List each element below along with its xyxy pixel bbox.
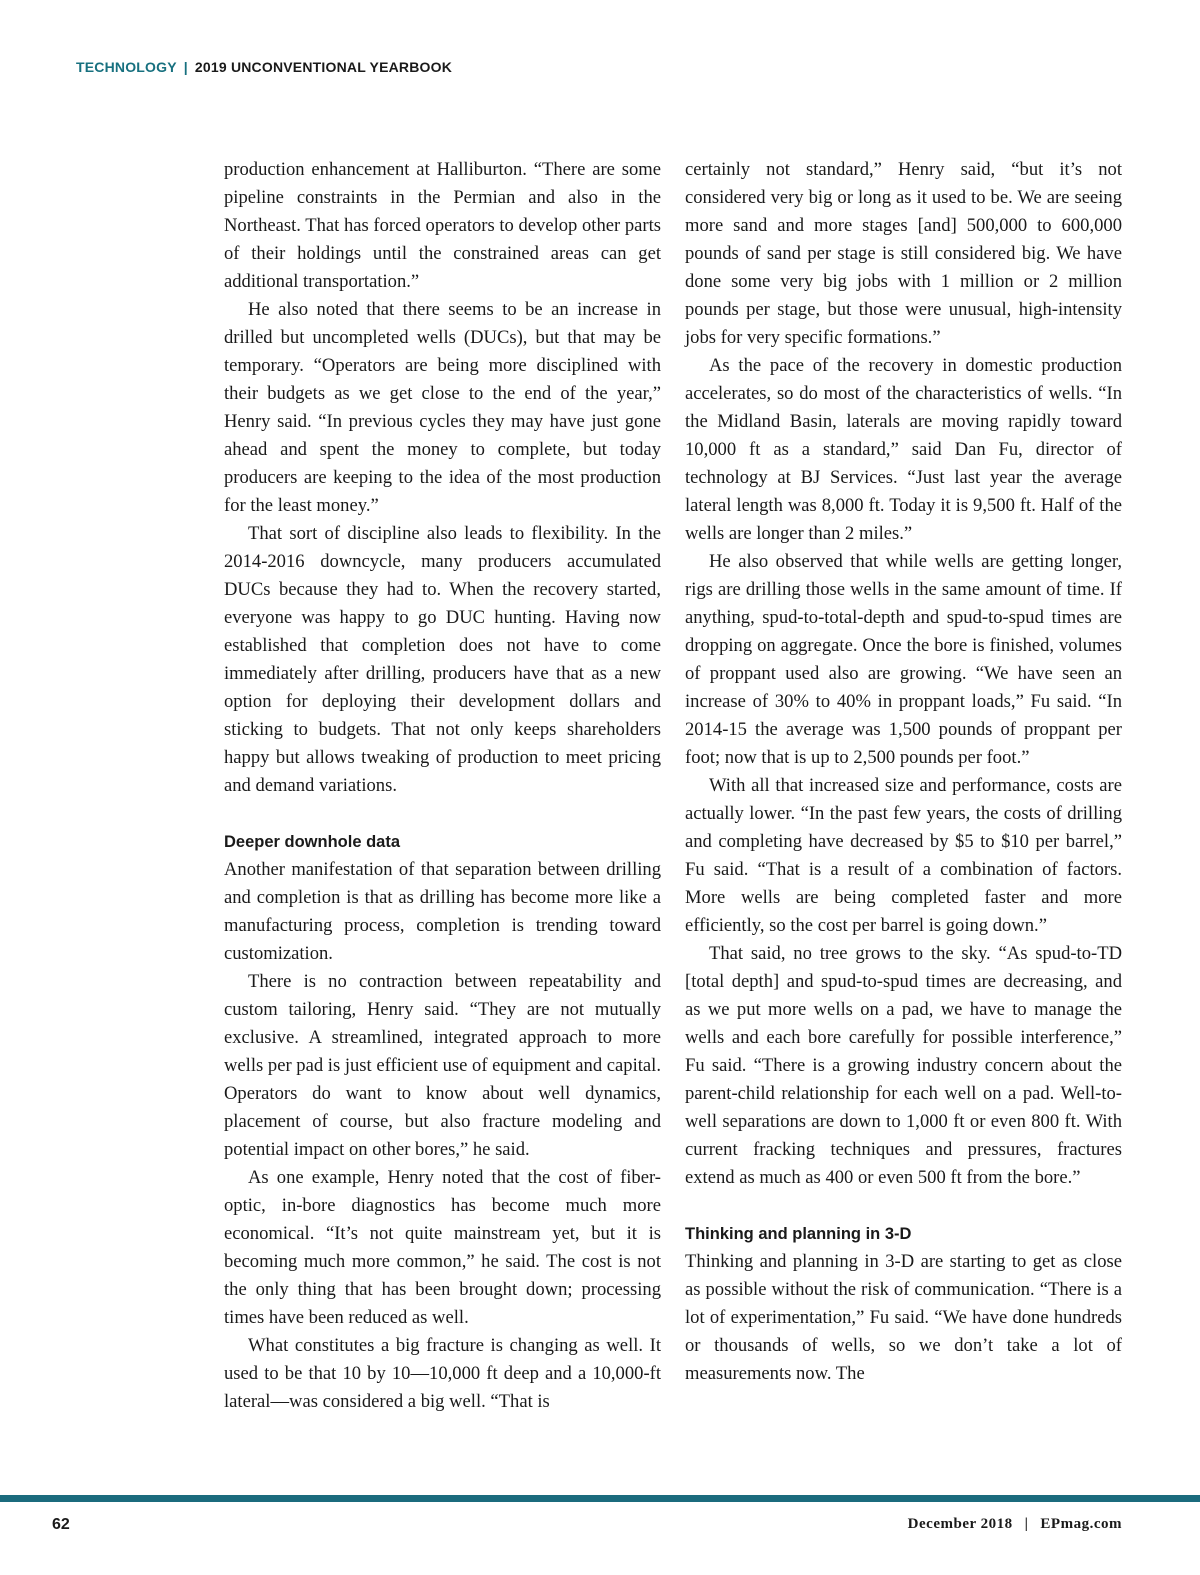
paragraph: That said, no tree grows to the sky. “As spud-to-TD [total depth] and spud-to-spud times are decreasing, and as we put more wells on a pad, we have to manage the wells and each bore carefully for possible interference,” Fu said. “There is a growing industry concern about the parent-child relationship for each well on a pad. Well-to-well separations are down to 1,000 ft or even 800 ft. With current fracking techniques and pressures, fractures extend as much as 400 or even 500 ft from the bore.” xyxy=(685,943,1122,1188)
footer-info xyxy=(908,1516,1122,1533)
paragraph: production enhancement at Halliburton. “There are some pipeline constraints in the Permian and also in the Northeast. That has forced operators to develop other parts of their holdings until the constrained areas can get additional transportation.” xyxy=(224,159,661,292)
right-column xyxy=(685,156,1122,1388)
header-separator: | xyxy=(183,59,188,75)
header-publication: 2019 UNCONVENTIONAL YEARBOOK xyxy=(194,59,453,75)
section-heading: Deeper downhole data xyxy=(224,833,401,851)
left-column xyxy=(224,156,661,1416)
section-heading: Thinking and planning in 3-D xyxy=(685,1225,912,1243)
running-header xyxy=(76,59,452,75)
issue-date: December 2018 xyxy=(907,1516,1013,1532)
paragraph: That sort of discipline also leads to flexibility. In the 2014-2016 downcycle, many producers accumulated DUCs because they had to. When the recovery started, everyone was happy to go DUC hunting. Having now established that completion does not have to come immediately after drilling, producers have that as a new option for deploying their development dollars and sticking to budgets. That not only keeps shareholders happy but allows tweaking of production to meet pricing and demand variations. xyxy=(224,523,661,796)
paragraph: There is no contraction between repeatability and custom tailoring, Henry said. “They are not mutually exclusive. A streamlined, integrated approach to more wells per pad is just efficient use of equipment and capital. Operators do want to know about well dynamics, placement of course, but also fracture modeling and potential impact on other bores,” he said. xyxy=(224,971,661,1160)
paragraph: Another manifestation of that separation between drilling and completion is that as drilling has become more like a manufacturing process, completion is trending toward customization. xyxy=(224,859,661,964)
header-section: TECHNOLOGY xyxy=(76,59,177,75)
paragraph: He also noted that there seems to be an increase in drilled but uncompleted wells (DUCs), but that may be temporary. “Operators are being more disciplined with their budgets as we get close to the end of the year,” Henry said. “In previous cycles they may have just gone ahead and spent the money to complete, but today producers are keeping to the idea of the most production for the least money.” xyxy=(224,299,661,516)
paragraph: As one example, Henry noted that the cost of fiber-optic, in-bore diagnostics has become much more economical. “It’s not quite mainstream yet, but it is becoming much more common,” he said. The cost is not the only thing that has been brought down; processing times have been reduced as well. xyxy=(224,1167,661,1328)
footer-rule xyxy=(0,1495,1200,1502)
paragraph: As the pace of the recovery in domestic production accelerates, so do most of the characteristics of wells. “In the Midland Basin, laterals are moving rapidly toward 10,000 ft as a standard,” said Dan Fu, director of technology at BJ Services. “Just last year the average lateral length was 8,000 ft. Today it is 9,500 ft. Half of the wells are longer than 2 miles.” xyxy=(685,355,1122,544)
paragraph: With all that increased size and performance, costs are actually lower. “In the past few years, the costs of drilling and completing have decreased by $5 to $10 per barrel,” Fu said. “That is a result of a combination of factors. More wells are being completed faster and more efficiently, so the cost per barrel is going down.” xyxy=(685,775,1122,936)
page-number: 62 xyxy=(52,1516,70,1533)
paragraph: He also observed that while wells are getting longer, rigs are drilling those wells in the same amount of time. If anything, spud-to-total-depth and spud-to-spud times are dropping on aggregate. Once the bore is finished, volumes of proppant used also are growing. “We have seen an increase of 30% to 40% in proppant loads,” Fu said. “In 2014-15 the average was 1,500 pounds of proppant per foot; now that is up to 2,500 pounds per foot.” xyxy=(685,551,1122,768)
site-link[interactable]: EPmag.com xyxy=(1040,1516,1122,1532)
paragraph: certainly not standard,” Henry said, “but it’s not considered very big or long as it used to be. We are seeing more sand and more stages [and] 500,000 to 600,000 pounds of sand per stage is still considered big. We have done some very big jobs with 1 million or 2 million pounds per stage, but those were unusual, high-intensity jobs for very specific formations.” xyxy=(685,159,1122,348)
paragraph: What constitutes a big fracture is changing as well. It used to be that 10 by 10—10,000 ft deep and a 10,000-ft lateral—was considered a big well. “That is xyxy=(224,1335,661,1412)
paragraph: Thinking and planning in 3-D are starting to get as close as possible without the risk of communication. “There is a lot of experimentation,” Fu said. “We have done hundreds or thousands of wells, so we don’t take a lot of measurements now. The xyxy=(685,1251,1122,1384)
footer-separator: | xyxy=(1024,1516,1029,1532)
